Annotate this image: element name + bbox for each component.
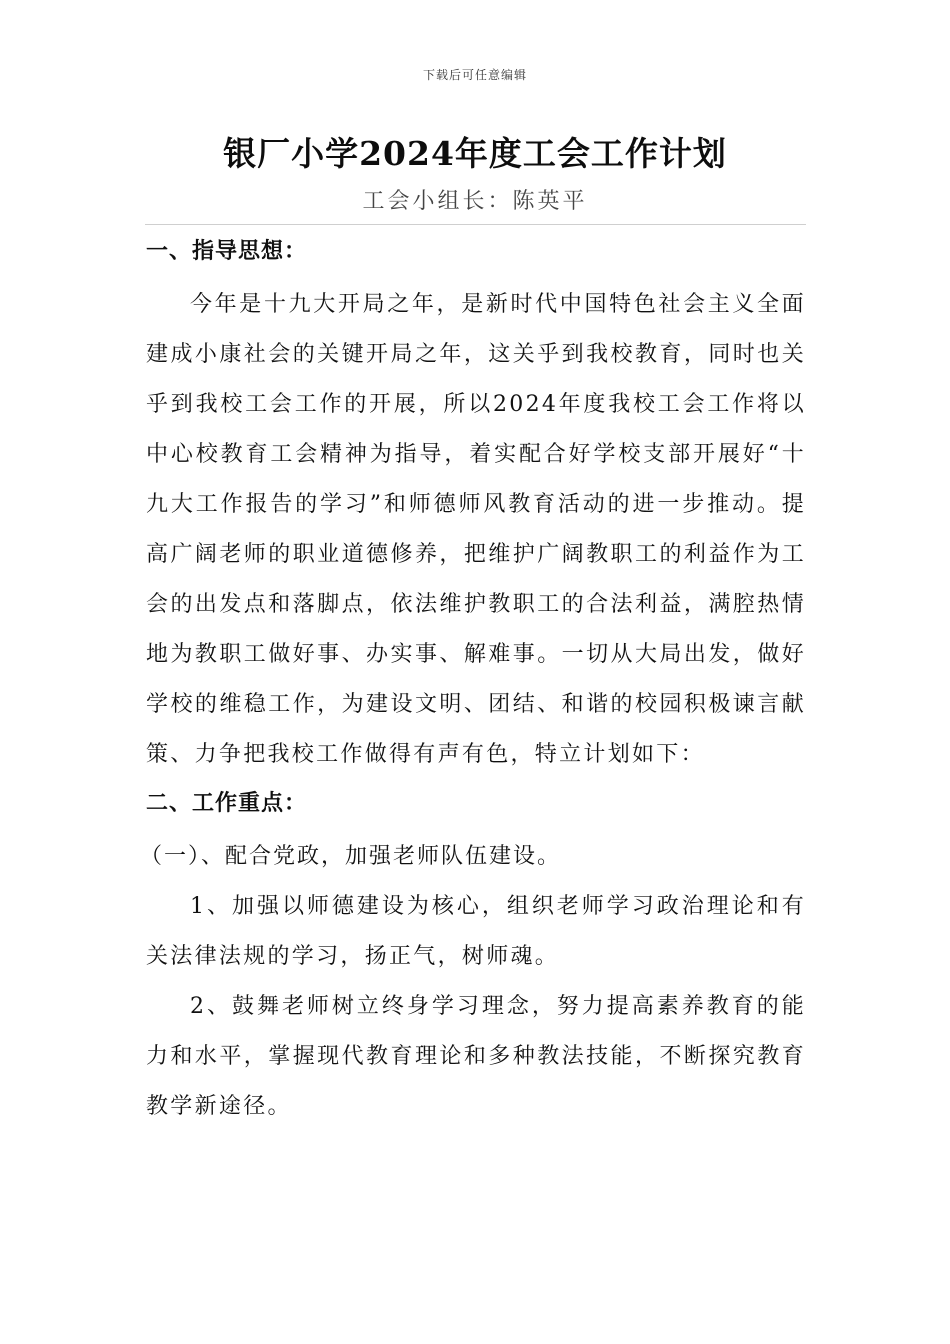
page-subtitle: 工会小组长：陈英平 (362, 189, 588, 214)
guiding-paragraph: 今年是十九大开局之年，是新时代中国特色社会主义全面建成小康社会的关键开局之年，这关乎到我校教育，同时也关乎到我校工会工作的开展，所以2024年度我校工会工作将以中心校教育工会精神为指导，着实配合好学校支部开展好“十九大工作报告的学习”和师德师风教育活动的进一步推动。提高广阔老师的职业道德修养，把维护广阔教职工的利益作为工会的出发点和落脚点，依法维护教职工的合法利益，满腔热情地为教职工做好事、办实事、解难事。一切从大局出发，做好学校的维稳工作，为建设文明、团结、和谐的校园积极谏言献策、力争把我校工作做得有声有色，特立计划如下： (146, 292, 806, 767)
section-heading-guiding: 一、指导思想： (146, 238, 308, 264)
section-heading-focus: 二、工作重点： (146, 790, 308, 816)
focus-item-1: 1、加强以师德建设为核心，组织老师学习政治理论和有关法律法规的学习，扬正气，树师魂。 (146, 894, 806, 969)
document-body (140, 232, 806, 1132)
focus-item-2: 2、鼓舞老师树立终身学习理念，努力提高素养教育的能力和水平，掌握现代教育理论和多种教法技能，不断探究教育教学新途径。 (146, 994, 806, 1119)
focus-sub-heading: （一）、配合党政，加强老师队伍建设。 (140, 844, 562, 869)
header-note: 下载后可任意编辑 (422, 68, 527, 82)
title-divider (145, 224, 806, 225)
page-title: 银厂小学2024年度工会工作计划 (223, 134, 727, 173)
